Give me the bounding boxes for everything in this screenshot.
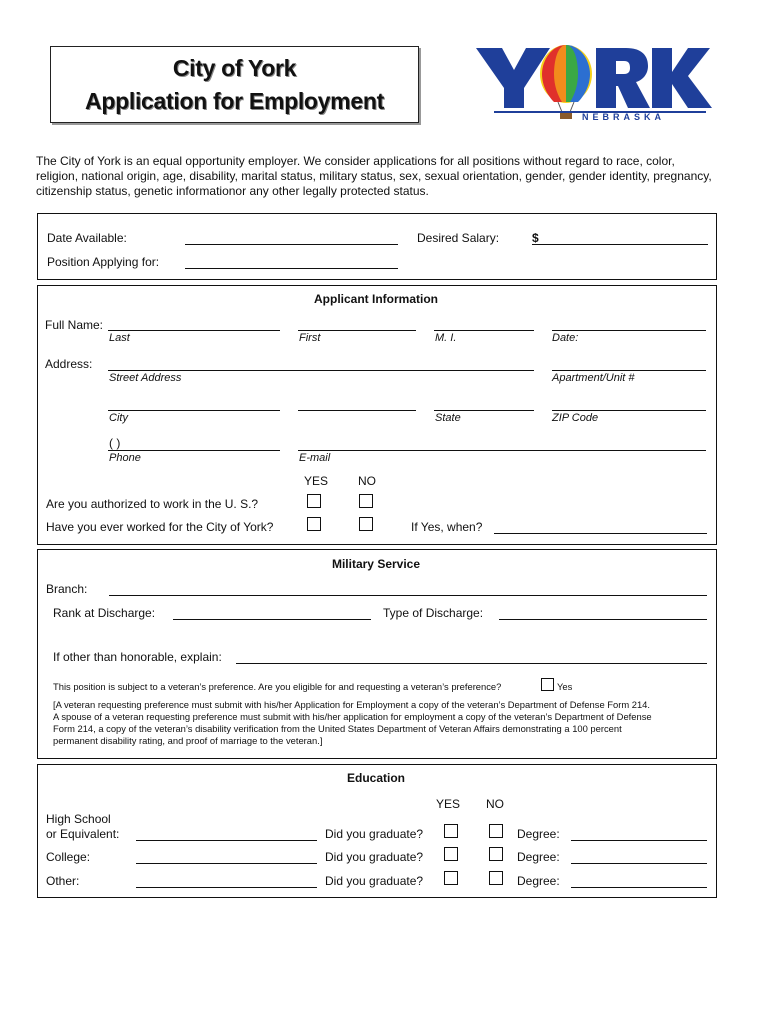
city-field[interactable] — [108, 410, 280, 411]
high-school-degree-label: Degree: — [517, 827, 560, 841]
applicant-section-title: Applicant Information — [314, 292, 438, 306]
desired-salary-field[interactable] — [532, 244, 708, 245]
authorized-yes-checkbox[interactable] — [307, 494, 321, 508]
high-school-label-line2: or Equivalent: — [46, 827, 120, 841]
logo-subtext: NEBRASKA — [582, 112, 666, 122]
date-caption: Date: — [552, 332, 579, 344]
if-yes-when-label: If Yes, when? — [411, 520, 483, 534]
first-name-caption: First — [299, 332, 321, 344]
other-yes-checkbox[interactable] — [444, 871, 458, 885]
date-available-label: Date Available: — [47, 231, 127, 245]
if-yes-when-field[interactable] — [494, 533, 707, 534]
rank-field[interactable] — [173, 619, 371, 620]
intro-text-line3: citizenship status, genetic informationor any other legally protected status. — [36, 184, 429, 198]
email-caption: E-mail — [299, 452, 331, 464]
other-no-checkbox[interactable] — [489, 871, 503, 885]
date-field[interactable] — [552, 330, 706, 331]
discharge-type-label: Type of Discharge: — [383, 606, 484, 620]
rank-label: Rank at Discharge: — [53, 606, 156, 620]
street-address-caption: Street Address — [109, 372, 182, 384]
explain-label: If other than honorable, explain: — [53, 650, 222, 664]
date-available-field[interactable] — [185, 244, 398, 245]
phone-field[interactable] — [108, 450, 280, 451]
high-school-degree-field[interactable] — [571, 840, 707, 841]
college-degree-field[interactable] — [571, 863, 707, 864]
veteran-note-line2: A spouse of a veteran requesting preference must submit with his/her application for employment a copy of the veteran’s Department of Defense — [53, 711, 652, 722]
high-school-yes-checkbox[interactable] — [444, 824, 458, 838]
other-graduate-question: Did you graduate? — [325, 874, 424, 888]
veteran-preference-question: This position is subject to a veteran’s preference. Are you eligible for and requesting a veteran’s preference? — [53, 681, 502, 692]
veteran-preference-checkbox[interactable] — [541, 678, 554, 691]
college-field[interactable] — [136, 863, 317, 864]
apartment-caption: Apartment/Unit # — [552, 372, 635, 384]
position-applying-label: Position Applying for: — [47, 255, 160, 269]
explain-field[interactable] — [236, 663, 707, 664]
position-applying-field[interactable] — [185, 268, 398, 269]
worked-before-yes-checkbox[interactable] — [307, 517, 321, 531]
college-no-checkbox[interactable] — [489, 847, 503, 861]
discharge-type-field[interactable] — [499, 619, 707, 620]
intro-text-line1: The City of York is an equal opportunity employer. We consider applications for all positions without regard to race, color, — [36, 154, 675, 168]
city-caption: City — [109, 412, 128, 424]
worked-before-question: Have you ever worked for the City of York? — [46, 520, 274, 534]
title-box — [50, 46, 419, 123]
other-degree-field[interactable] — [571, 887, 707, 888]
zip-caption: ZIP Code — [552, 412, 599, 424]
york-logo — [474, 42, 714, 124]
college-yes-checkbox[interactable] — [444, 847, 458, 861]
full-name-label: Full Name: — [45, 318, 104, 332]
email-field[interactable] — [298, 450, 706, 451]
education-no-header: NO — [486, 797, 504, 811]
desired-salary-label: Desired Salary: — [417, 231, 500, 245]
branch-label: Branch: — [46, 582, 88, 596]
no-column-header: NO — [358, 474, 376, 488]
street-address-field[interactable] — [108, 370, 534, 371]
veteran-note-line3: Form 214, a copy of the veteran’s disability verification from the United States Department of Veteran Affairs demonstrating a 100 percent — [53, 723, 622, 734]
yes-column-header: YES — [304, 474, 329, 488]
high-school-field[interactable] — [136, 840, 317, 841]
last-name-caption: Last — [109, 332, 130, 344]
veteran-preference-yes: Yes — [557, 681, 573, 692]
branch-field[interactable] — [109, 595, 707, 596]
form-title-line2: Application for Employment — [85, 88, 384, 114]
education-section-title: Education — [346, 771, 406, 785]
authorized-question: Are you authorized to work in the U. S.? — [46, 497, 259, 511]
phone-parentheses: ( ) — [109, 436, 121, 450]
last-name-field[interactable] — [108, 330, 280, 331]
position-section — [37, 213, 717, 280]
phone-caption: Phone — [109, 452, 141, 464]
college-label: College: — [46, 850, 91, 864]
intro-text-line2: religion, national origin, age, disability, marital status, military status, sex, sexual orientation, gender, gender identity, pregnancy, — [36, 169, 712, 183]
state-field[interactable] — [434, 410, 534, 411]
state-field-left[interactable] — [298, 410, 416, 411]
authorized-no-checkbox[interactable] — [359, 494, 373, 508]
other-field[interactable] — [136, 887, 317, 888]
dollar-sign: $ — [532, 231, 539, 245]
high-school-label-line1: High School — [46, 812, 111, 826]
military-section-title: Military Service — [331, 557, 421, 571]
veteran-note-line1: [A veteran requesting preference must submit with his/her Application for Employment a copy of the veteran’s Department of Defense Form 214. — [53, 699, 651, 710]
state-caption: State — [435, 412, 461, 424]
education-yes-header: YES — [436, 797, 461, 811]
other-label: Other: — [46, 874, 80, 888]
middle-initial-caption: M. I. — [435, 332, 457, 344]
address-label: Address: — [45, 357, 93, 371]
college-graduate-question: Did you graduate? — [325, 850, 424, 864]
college-degree-label: Degree: — [517, 850, 560, 864]
zip-field[interactable] — [552, 410, 706, 411]
first-name-field[interactable] — [298, 330, 416, 331]
high-school-no-checkbox[interactable] — [489, 824, 503, 838]
apartment-field[interactable] — [552, 370, 706, 371]
high-school-graduate-question: Did you graduate? — [325, 827, 424, 841]
worked-before-no-checkbox[interactable] — [359, 517, 373, 531]
veteran-note-line4: permanent disability rating, and proof of marriage to the veteran.] — [53, 735, 323, 746]
middle-initial-field[interactable] — [434, 330, 534, 331]
form-title-line1: City of York — [172, 55, 297, 81]
other-degree-label: Degree: — [517, 874, 560, 888]
